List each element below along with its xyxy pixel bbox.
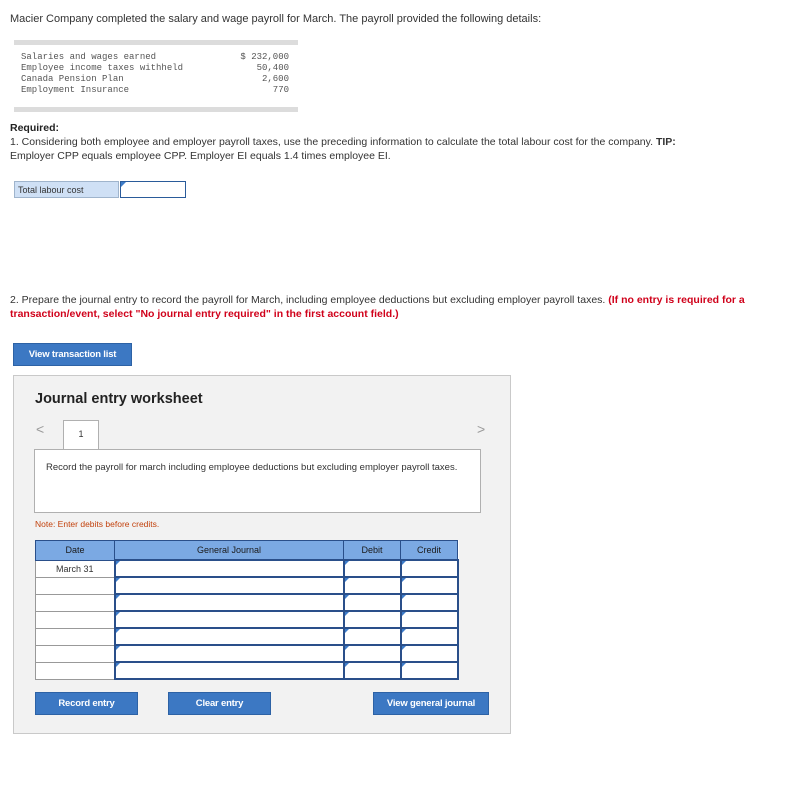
question-1-text — [10, 135, 700, 163]
details-value: 770 — [272, 85, 289, 95]
input-marker-icon — [402, 578, 406, 582]
input-marker-icon — [345, 595, 349, 599]
date-cell — [36, 577, 115, 594]
credit-input[interactable] — [401, 560, 458, 577]
question-2-main: 2. Prepare the journal entry to record the payroll for March, including employee deductions but excluding employer payroll taxes. — [10, 294, 609, 306]
table-row — [36, 594, 458, 611]
question-2-warning: (If no entry is required for a transaction/event, select "No journal entry required" in the first account field.) — [10, 294, 745, 320]
worksheet-title: Journal entry worksheet — [35, 391, 203, 407]
input-marker-icon — [116, 646, 120, 650]
account-input[interactable] — [115, 645, 344, 662]
table-row — [36, 628, 458, 645]
column-header-general-journal: General Journal — [115, 541, 344, 561]
date-cell — [36, 645, 115, 662]
question-1-part-a: 1. Considering both employee and employer payroll taxes, use the preceding information to calculate the total labour cost for the company. — [10, 136, 656, 148]
table-row — [36, 560, 458, 577]
debit-input[interactable] — [344, 628, 401, 645]
account-input[interactable] — [115, 594, 344, 611]
total-labour-cost-input[interactable] — [120, 181, 186, 198]
chevron-right-icon[interactable]: > — [477, 421, 486, 437]
date-cell — [36, 662, 115, 679]
journal-entry-worksheet — [13, 375, 511, 734]
details-label: Canada Pension Plan — [21, 74, 124, 84]
debit-input[interactable] — [344, 560, 401, 577]
credit-input[interactable] — [401, 611, 458, 628]
required-heading: Required: — [10, 122, 60, 134]
debit-input[interactable] — [344, 645, 401, 662]
input-marker-icon — [345, 612, 349, 616]
details-value: 2,600 — [261, 74, 289, 84]
question-2-text — [10, 293, 770, 321]
view-transaction-list-button[interactable]: View transaction list — [13, 343, 132, 366]
credit-input[interactable] — [401, 628, 458, 645]
journal-table — [35, 540, 459, 680]
table-row — [36, 611, 458, 628]
table-row — [36, 577, 458, 594]
input-marker-icon — [402, 646, 406, 650]
table-row — [36, 662, 458, 679]
input-marker-icon — [116, 595, 120, 599]
details-label: Salaries and wages earned — [21, 52, 157, 62]
credit-input[interactable] — [401, 594, 458, 611]
input-marker-icon — [345, 646, 349, 650]
debit-input[interactable] — [344, 662, 401, 679]
table-row — [36, 645, 458, 662]
details-value: 50,400 — [256, 63, 289, 73]
entry-note: Note: Enter debits before credits. — [35, 519, 160, 529]
details-row — [21, 74, 289, 85]
input-marker-icon — [116, 629, 120, 633]
input-marker-icon — [402, 595, 406, 599]
date-cell — [36, 628, 115, 645]
input-marker-icon — [116, 612, 120, 616]
details-value: $ 232,000 — [240, 52, 289, 62]
debit-input[interactable] — [344, 611, 401, 628]
tip-label: TIP: — [655, 136, 676, 148]
input-marker-icon — [402, 612, 406, 616]
chevron-left-icon[interactable]: < — [36, 421, 45, 437]
input-marker-icon — [116, 663, 120, 667]
account-input[interactable] — [115, 611, 344, 628]
input-marker-icon — [116, 561, 120, 565]
input-marker-icon — [345, 561, 349, 565]
date-cell — [36, 611, 115, 628]
details-row — [21, 63, 289, 74]
credit-input[interactable] — [401, 645, 458, 662]
payroll-details-table — [14, 40, 298, 112]
details-label: Employee income taxes withheld — [21, 63, 184, 73]
column-header-credit: Credit — [401, 541, 458, 561]
debit-input[interactable] — [344, 577, 401, 594]
account-input[interactable] — [115, 628, 344, 645]
details-label: Employment Insurance — [21, 85, 130, 95]
total-labour-cost-label: Total labour cost — [14, 181, 119, 198]
problem-intro: Macier Company completed the salary and wage payroll for March. The payroll provided the following details: — [10, 13, 542, 25]
input-marker-icon — [345, 578, 349, 582]
input-marker-icon — [345, 629, 349, 633]
input-marker-icon — [402, 629, 406, 633]
column-header-debit: Debit — [344, 541, 401, 561]
journal-header-row — [36, 541, 458, 561]
record-entry-button[interactable]: Record entry — [35, 692, 138, 715]
debit-input[interactable] — [344, 594, 401, 611]
input-marker-icon — [121, 182, 126, 187]
entry-description: Record the payroll for march including employee deductions but excluding employer payroll taxes. — [34, 449, 481, 513]
entry-tab-1[interactable]: 1 — [63, 420, 99, 450]
clear-entry-button[interactable]: Clear entry — [168, 692, 271, 715]
details-row — [21, 52, 289, 63]
date-cell — [36, 594, 115, 611]
date-cell: March 31 — [36, 560, 115, 577]
details-row — [21, 85, 289, 96]
account-input[interactable] — [115, 560, 344, 577]
question-1-part-b: Employer CPP equals employee CPP. Employer EI equals 1.4 times employee EI. — [10, 150, 391, 162]
credit-input[interactable] — [401, 662, 458, 679]
view-general-journal-button[interactable]: View general journal — [373, 692, 489, 715]
account-input[interactable] — [115, 662, 344, 679]
input-marker-icon — [402, 561, 406, 565]
input-marker-icon — [345, 663, 349, 667]
account-input[interactable] — [115, 577, 344, 594]
credit-input[interactable] — [401, 577, 458, 594]
column-header-date: Date — [36, 541, 115, 561]
input-marker-icon — [402, 663, 406, 667]
input-marker-icon — [116, 578, 120, 582]
